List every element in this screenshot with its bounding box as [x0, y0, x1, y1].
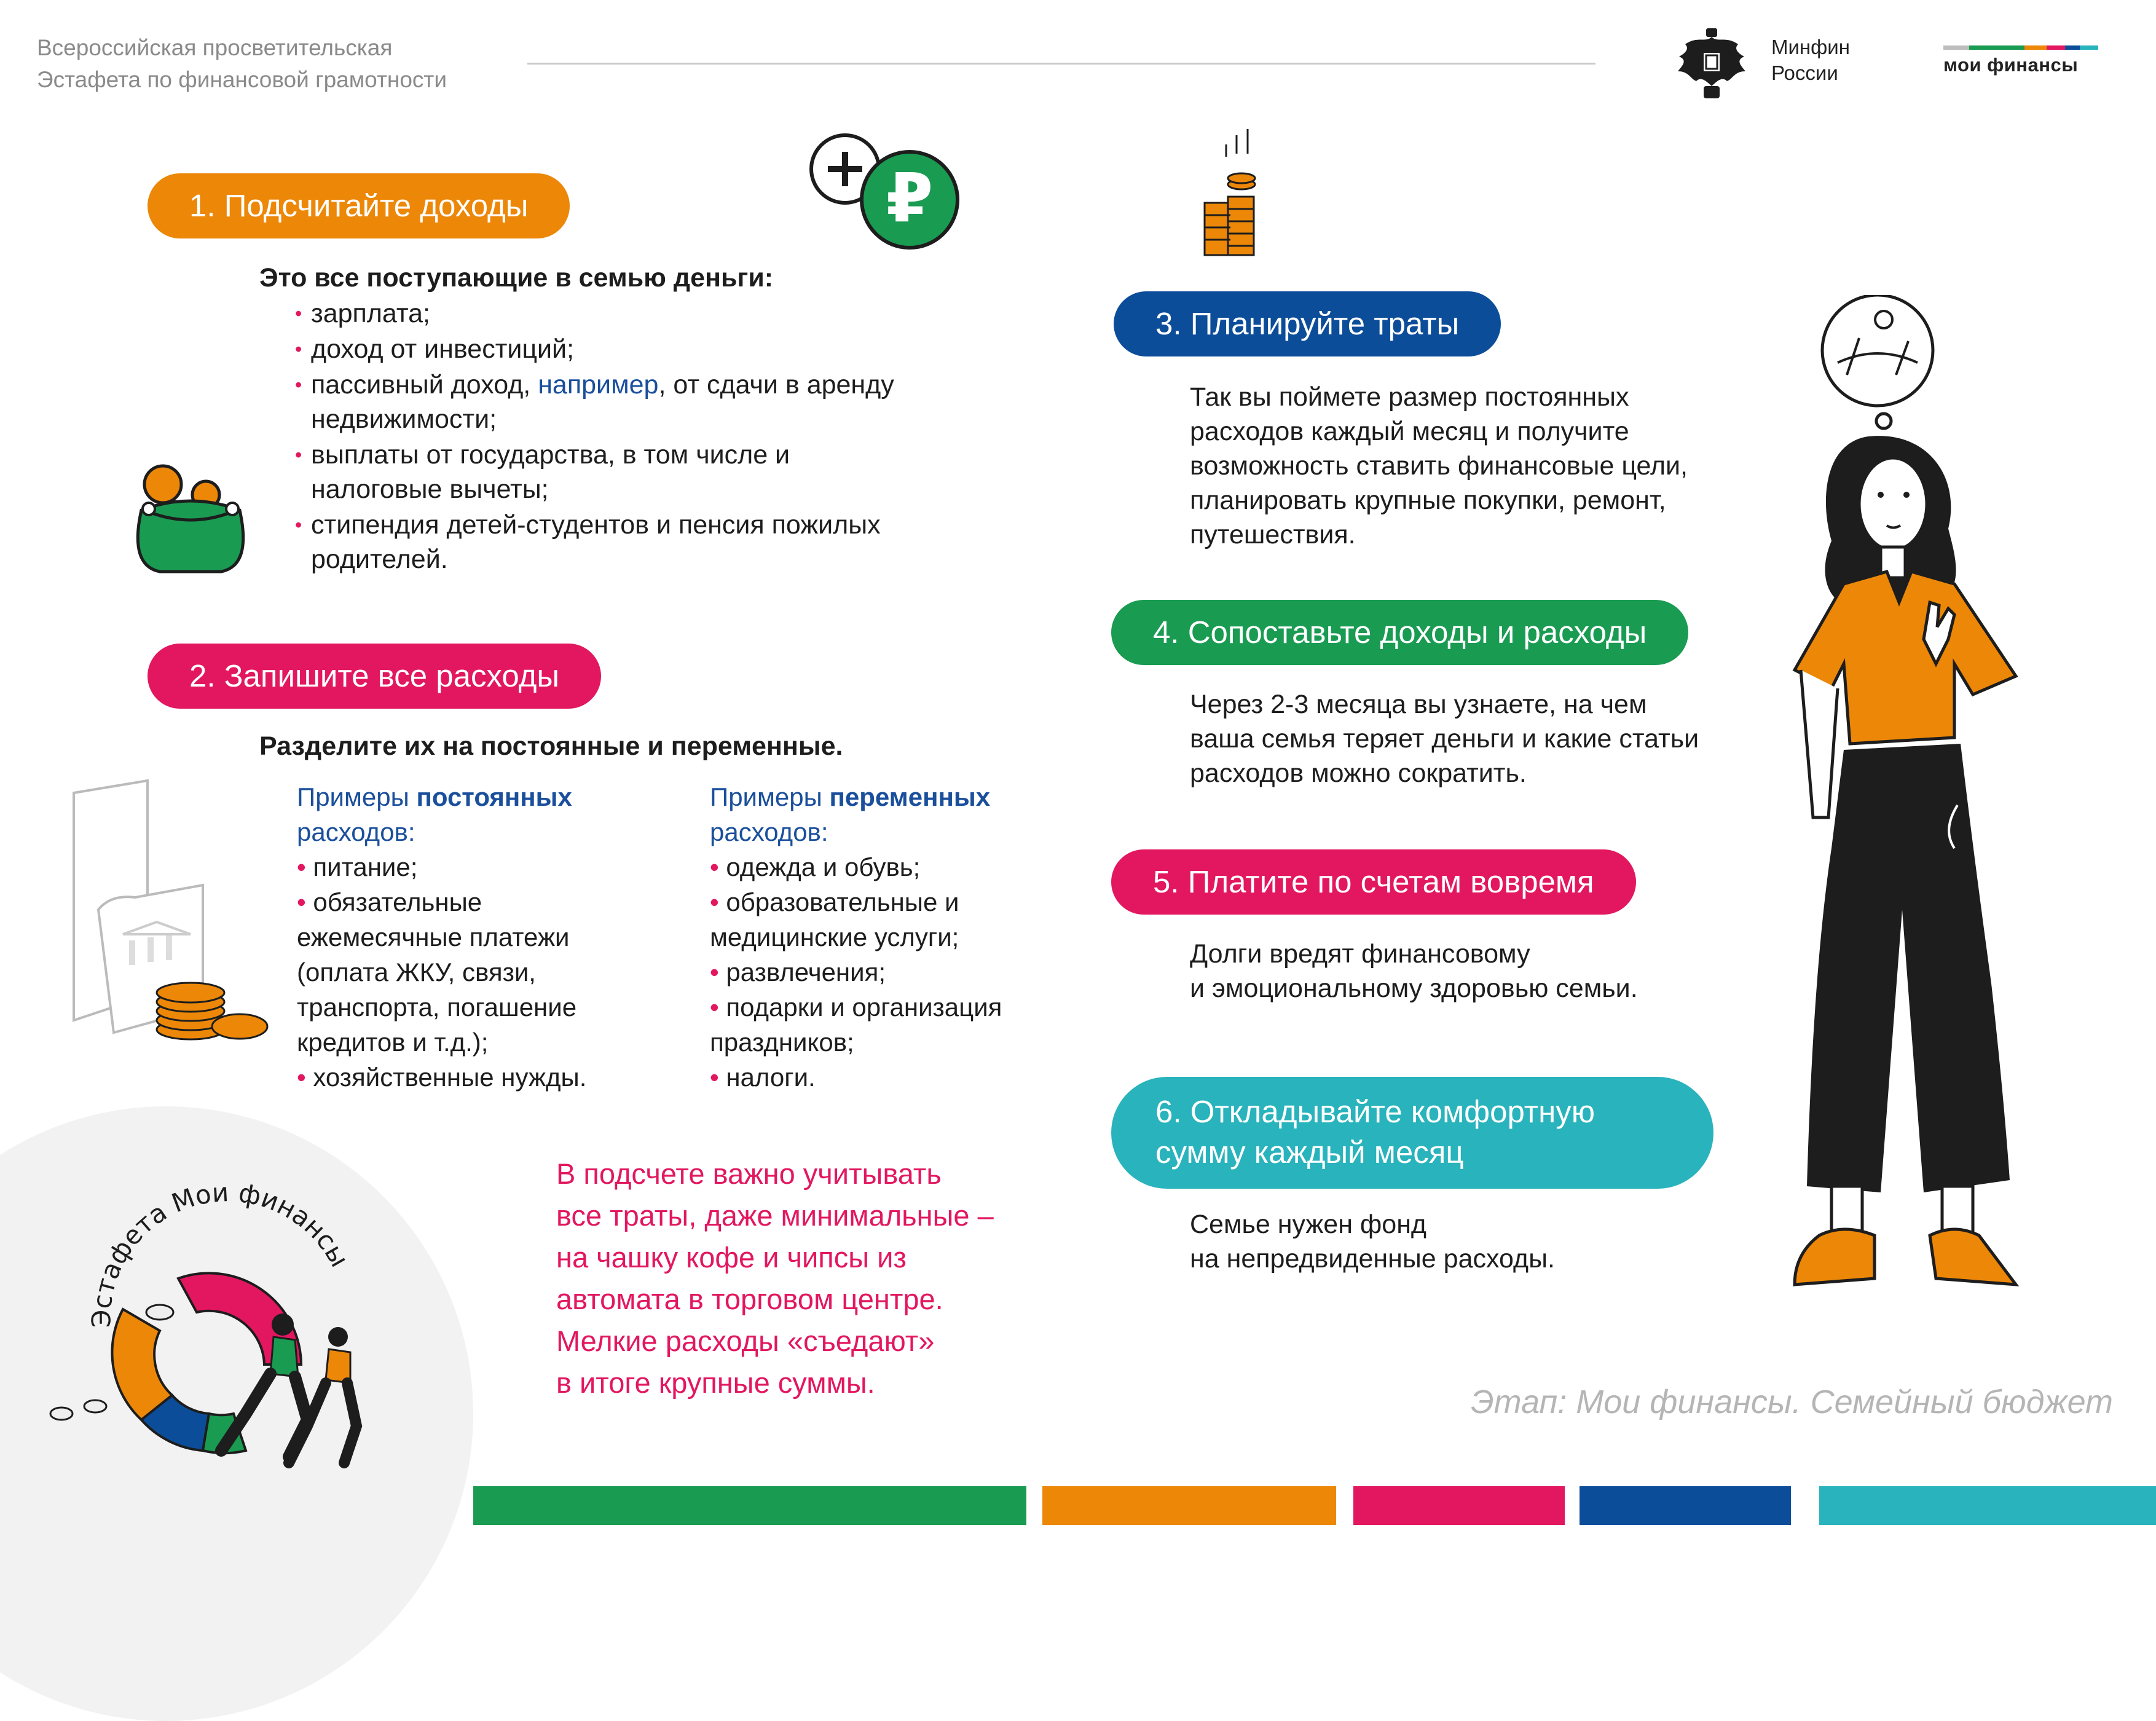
list-item: • одежда и обувь;: [710, 853, 921, 881]
list-item: • питание;: [297, 853, 418, 881]
svg-text:₽: ₽: [886, 159, 934, 237]
step-6-text: Семье нужен фонд на непредвиденные расходы.: [1190, 1210, 1555, 1274]
step-1-title: 1. Подсчитайте доходы: [148, 173, 570, 238]
bottom-bar-pink: [1353, 1486, 1565, 1525]
ministry-name: Минфин России: [1771, 36, 1850, 84]
step-1-lead: Это все поступающие в семью деньги:: [259, 263, 774, 293]
bottom-bar-green: [473, 1486, 1026, 1525]
important-note: В подсчете важно учитывать все траты, даже минимальные – на чашку кофе и чипсы из автомата в торговом центре. Мелкие расходы «съедают» в итоге крупные суммы.: [556, 1157, 994, 1399]
example-link[interactable]: например: [538, 370, 659, 400]
list-item: • развлечения;: [710, 958, 886, 987]
header-divider: [527, 63, 1595, 65]
list-item: • подарки и организация праздников;: [710, 993, 1002, 1057]
bottom-bar-blue: [1580, 1486, 1791, 1525]
organization-name: Всероссийская просветительская Эстафета по финансовой грамотности: [37, 35, 447, 92]
step-5-title: 5. Платите по счетам вовремя: [1111, 849, 1636, 915]
coin-purse-icon: [129, 443, 252, 578]
brand-name: мои финансы: [1943, 54, 2079, 76]
step-6-title: 6. Откладывайте комфортную сумму каждый месяц: [1111, 1077, 1713, 1189]
list-item: • обязательные ежемесячные платежи (оплата ЖКУ, связи, транспорта, погашение кредитов и т.д.);: [297, 888, 577, 1057]
stage-label: Этап: Мои финансы. Семейный бюджет: [1471, 1384, 2113, 1420]
bottom-bar-orange: [1042, 1486, 1336, 1525]
list-item: • образовательные и медицинские услуги;: [710, 888, 959, 951]
list-item: • доход от инвестиций;: [295, 332, 1002, 366]
list-item: • хозяйственные нужды.: [297, 1063, 587, 1092]
list-item: • выплаты от государства, в том числе и налоговые вычеты;: [295, 438, 926, 506]
step-4-title: 4. Сопоставьте доходы и расходы: [1111, 600, 1688, 665]
svg-text:Эстафета Мои финансы: Эстафета Мои финансы: [86, 1180, 355, 1328]
list-item: • стипендия детей-студентов и пенсия пожилых родителей.: [295, 508, 999, 577]
receipt-coins-icon: [55, 774, 277, 1045]
fixed-expenses: Примеры постоянных расходов: • питание; • обязательные ежемесячные платежи (оплата ЖКУ, связи, транспорта, погашение кредитов и т.д.); • хозяйственные нужды.: [297, 779, 641, 1095]
coat-of-arms-icon: [1672, 25, 1752, 104]
relay-logo-illustration: [37, 1180, 381, 1481]
woman-illustration: [1770, 295, 2028, 1365]
list-item: • пассивный доход, например, от сдачи в аренду недвижимости;: [295, 368, 1002, 436]
step-3-text: Так вы поймете размер постоянных расходов каждый месяц и получите возможность ставить финансовые цели, планировать крупные покупки, ремонт, путешествия.: [1190, 382, 1688, 549]
coin-stack-icon: [1198, 129, 1266, 258]
step-5-text: Долги вредят финансовому и эмоциональному здоровью семьи.: [1190, 939, 1638, 1003]
income-list: [295, 296, 1002, 578]
list-item: • зарплата;: [295, 296, 1002, 331]
step-3-title: 3. Планируйте траты: [1114, 291, 1501, 356]
step-2-title: 2. Запишите все расходы: [148, 644, 601, 709]
brand-color-bar: [1943, 45, 2098, 50]
step-2-lead: Разделите их на постоянные и переменные.: [259, 731, 843, 761]
plus-ruble-icon: [805, 129, 965, 258]
bottom-bar-teal: [1819, 1486, 2156, 1525]
variable-expenses: Примеры переменных расходов: • одежда и обувь; • образовательные и медицинские услуги; • развлечения; • подарки и организация праздников; • налоги.: [710, 779, 1054, 1095]
list-item: • налоги.: [710, 1063, 816, 1092]
step-4-text: Через 2-3 месяца вы узнаете, на чем ваша семья теряет деньги и какие статьи расходов можно сократить.: [1190, 690, 1699, 788]
